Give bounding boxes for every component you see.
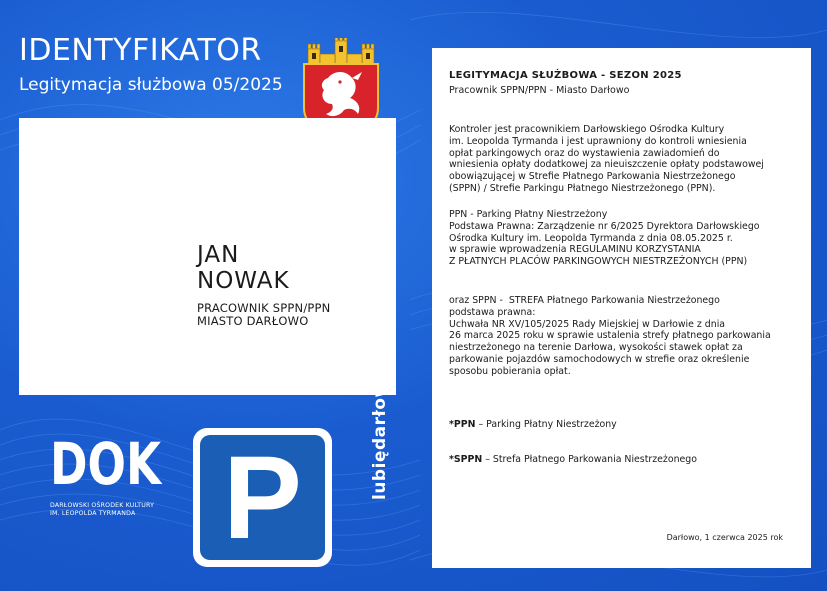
parking-sign-icon xyxy=(193,428,332,567)
document-title: LEGITYMACJA SŁUŻBOWA - SEZON 2025 xyxy=(449,70,682,81)
legend-sppn-abbr: *SPPN xyxy=(449,453,483,465)
legend-ppn xyxy=(449,419,697,431)
paragraph-inspector: Kontroler jest pracownikiem Darłowskiego Ośrodka Kultury im. Leopolda Tyrmanda i jest uprawniony do kontroli wniesienia opłat parkingowych oraz do wystawienia zawiadomień do wniesienia opłaty dodatkowej za nieuiszczenie opłaty podstawowej obowiązującej w Strefie Płatnego Parkowania Niestrzeżonego (SPPN) / Strefie Parkingu Płatnego Niestrzeżonego (PPN). xyxy=(449,124,764,194)
legend-sppn xyxy=(449,454,697,466)
legend xyxy=(449,395,697,489)
badge-title: IDENTYFIKATOR xyxy=(19,33,262,68)
dok-subtitle xyxy=(50,502,180,518)
name-card xyxy=(19,118,396,395)
document-footer-date: Darłowo, 1 czerwca 2025 rok xyxy=(666,533,783,542)
document-subtitle: Pracownik SPPN/PPN - Miasto Darłowo xyxy=(449,85,630,96)
role xyxy=(197,302,331,328)
dok-logo-block xyxy=(50,430,180,518)
legend-ppn-text: – Parking Płatny Niestrzeżony xyxy=(475,418,617,430)
first-name: JAN xyxy=(197,242,240,268)
paragraph-sppn: oraz SPPN - STREFA Płatnego Parkowania Niestrzeżonego podstawa prawna: Uchwała NR XV/105/2025 Rady Miejskiej w Darłowie z dnia 26 marca 2025 roku w sprawie ustalenia strefy płatnego parkowania niestrzeżonego na terenie Darłowa, wysokości stawek opłat za parkowanie pojazdów samochodowych w strefie oraz określenie sposobu pobierania opłat. xyxy=(449,295,771,377)
paragraph-ppn: PPN - Parking Płatny Niestrzeżony Podstawa Prawna: Zarządzenie nr 6/2025 Dyrektora Darłowskiego Ośrodka Kultury im. Leopolda Tyrmanda z dnia 08.05.2025 r. w sprawie wprowadzenia REGULAMINU KORZYSTANIA Z PŁATNYCH PLACÓW PARKINGOWYCH NIESTRZEŻONYCH (PPN) xyxy=(449,209,760,268)
role-line-2: MIASTO DARŁOWO xyxy=(197,314,309,328)
parking-letter: P xyxy=(200,435,325,560)
dok-subtitle-line-1: DARŁOWSKI OŚRODEK KULTURY xyxy=(50,502,155,509)
document-card xyxy=(432,48,811,568)
legend-sppn-text: – Strefa Płatnego Parkowania Niestrzeżonego xyxy=(482,453,697,465)
last-name: NOWAK xyxy=(197,268,290,294)
dok-logo: DOK xyxy=(50,430,162,498)
legend-ppn-abbr: *PPN xyxy=(449,418,476,430)
role-line-1: PRACOWNIK SPPN/PPN xyxy=(197,301,331,315)
vertical-slogan: lubiędarłowo xyxy=(370,369,390,500)
dok-subtitle-line-2: IM. LEOPOLDA TYRMANDA xyxy=(50,510,136,517)
badge-subtitle: Legitymacja służbowa 05/2025 xyxy=(19,75,283,95)
